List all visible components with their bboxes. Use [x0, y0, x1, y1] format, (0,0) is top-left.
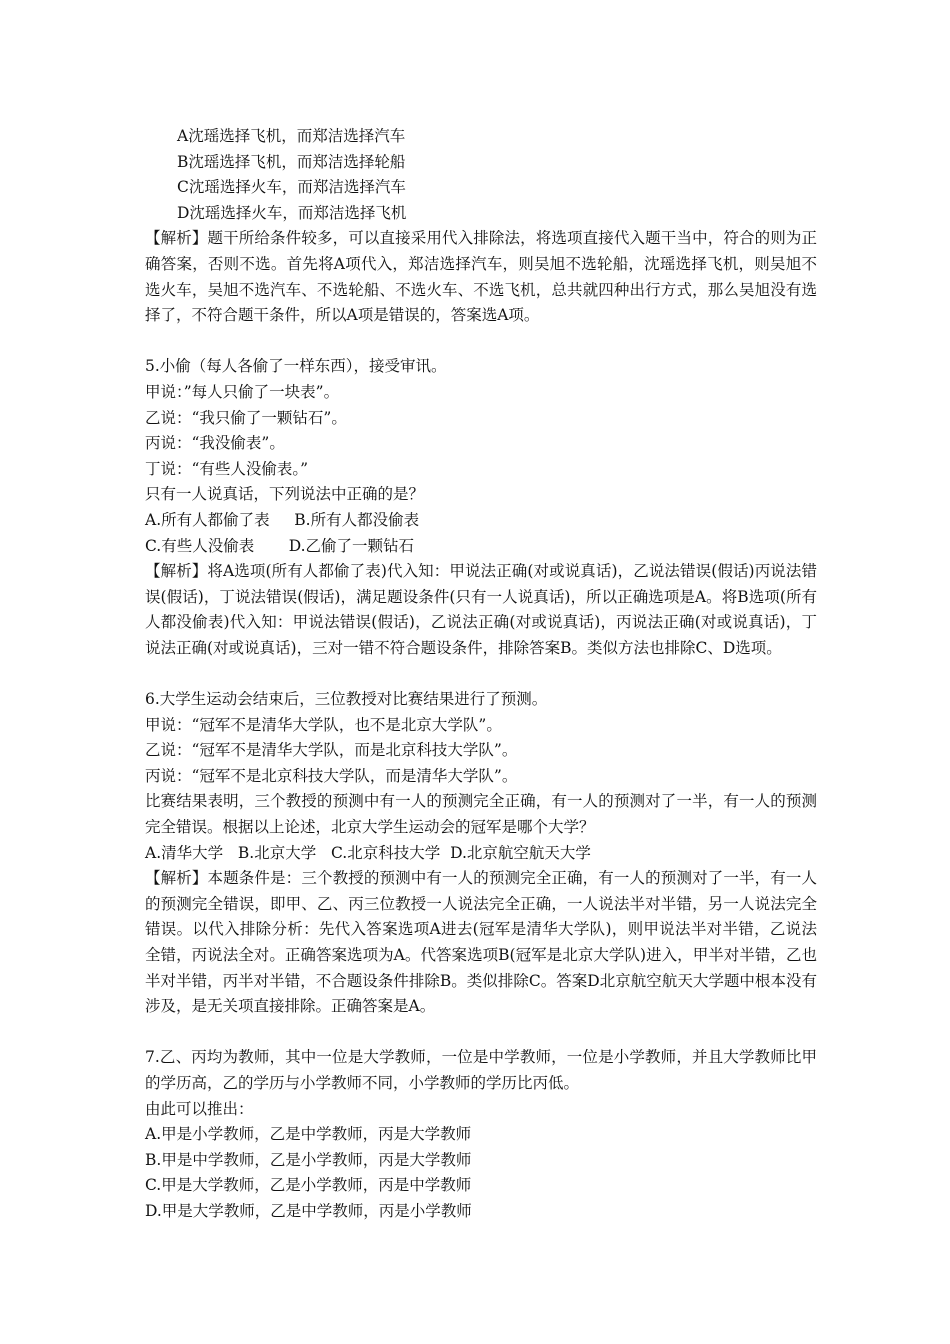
paragraph-gap — [145, 661, 817, 687]
q7-stem: 7.乙、丙均为教师，其中一位是大学教师，一位是中学教师，一位是小学教师，并且大学教师比甲的学历高，乙的学历与小学教师不同，小学教师的学历比丙低。 — [145, 1048, 817, 1092]
q6-question: 比赛结果表明，三个教授的预测中有一人的预测完全正确，有一人的预测对了一半，有一人的预测完全错误。根据以上论述，北京大学生运动会的冠军是哪个大学？ — [145, 792, 817, 837]
q4-option-b: B沈瑶选择飞机，而郑洁选择轮船 — [177, 152, 406, 171]
q5-statement-bing: 丙说：“我没偷表”。 — [145, 434, 285, 453]
document-page — [145, 124, 817, 1225]
q6-statement-yi: 乙说：“冠军不是清华大学队，而是北京科技大学队”。 — [145, 741, 518, 760]
q5-options-ab: A.所有人都偷了表 B.所有人都没偷表 — [145, 510, 420, 529]
analysis-text: 本题条件是：三个教授的预测中有一人的预测完全正确，有一人的预测对了一半，有一人的预测完全错误，即甲、乙、丙三位教授一人说法完全正确，一人说法半对半错，另一人说法完全错误。以代入排除分析：先代入答案选项A进去(冠军是清华大学队)，则甲说法半对半错，乙说法全错，丙说法全对。正确答案选项为A。代答案选项B(冠军是北京大学队)进入，甲半对半错，乙也半对半错，丙半对半错，不合题设条件排除B。类似排除C。答案D北京航空航天大学题中根本没有涉及，是无关项直接排除。正确答案是A。 — [145, 869, 817, 1016]
q4-option-c: C沈瑶选择火车，而郑洁选择汽车 — [177, 178, 406, 197]
q5-statement-ding: 丁说：“有些人没偷表。” — [145, 459, 309, 478]
analysis-text: 题干所给条件较多，可以直接采用代入排除法，将选项直接代入题干当中，符合的则为正确答案，否则不选。首先将A项代入，郑洁选择汽车，则吴旭不选轮船，沈瑶选择飞机，则吴旭不选火车，吴旭不选汽车、不选轮船、不选火车、不选飞机，总共就四种出行方式，那么吴旭没有选择了，不符合题干条件，所以A项是错误的，答案选A项。 — [145, 229, 817, 325]
q5-analysis — [145, 559, 817, 661]
q4-option-d: D沈瑶选择火车，而郑洁选择飞机 — [177, 203, 407, 222]
q6-analysis — [145, 866, 817, 1020]
q5-options-cd: C.有些人没偷表 D.乙偷了一颗钻石 — [145, 536, 415, 555]
q5-statement-jia: 甲说：”每人只偷了一块表”。 — [145, 382, 340, 401]
q7-option-d: D.甲是大学教师，乙是中学教师，丙是小学教师 — [145, 1201, 472, 1220]
paragraph-gap — [145, 329, 817, 355]
analysis-tag: 【解析】 — [145, 869, 208, 888]
analysis-tag: 【解析】 — [145, 562, 208, 581]
q5-statement-yi: 乙说：“我只偷了一颗钻石”。 — [145, 408, 347, 427]
q7-option-b: B.甲是中学教师，乙是小学教师，丙是大学教师 — [145, 1150, 472, 1169]
q6-options: A.清华大学 B.北京大学 C.北京科技大学 D.北京航空航天大学 — [145, 843, 591, 862]
paragraph-gap — [145, 1020, 817, 1046]
analysis-tag: 【解析】 — [145, 229, 208, 248]
q5-stem: 5.小偷（每人各偷了一样东西），接受审讯。 — [145, 357, 447, 376]
q5-question: 只有一人说真话，下列说法中正确的是？ — [145, 485, 425, 504]
q7-option-c: C.甲是大学教师，乙是小学教师，丙是中学教师 — [145, 1176, 472, 1195]
q6-statement-bing: 丙说：“冠军不是北京科技大学队，而是清华大学队”。 — [145, 766, 518, 785]
q4-option-a: A沈瑶选择飞机，而郑洁选择汽车 — [177, 127, 406, 145]
q6-statement-jia: 甲说：“冠军不是清华大学队，也不是北京大学队”。 — [145, 715, 502, 734]
q4-analysis — [145, 226, 817, 328]
analysis-text: 将A选项(所有人都偷了表)代入知：甲说法正确(对或说真话)，乙说法错误(假话)丙说法错误(假话)，丁说法错误(假话)，满足题设条件(只有一人说真话)，所以正确选项是A。将B选项(所有人都没偷表)代入知：甲说法错误(假话)，乙说法正确(对或说真话)，丙说法正确(对或说真话)，丁说法正确(对或说真话)，三对一错不符合题设条件，排除答案B。类似方法也排除C、D选项。 — [145, 562, 817, 657]
q7-lead: 由此可以推出： — [145, 1099, 254, 1118]
q7-option-a: A.甲是小学教师，乙是中学教师，丙是大学教师 — [145, 1125, 472, 1144]
q6-stem: 6.大学生运动会结束后，三位教授对比赛结果进行了预测。 — [145, 690, 548, 709]
